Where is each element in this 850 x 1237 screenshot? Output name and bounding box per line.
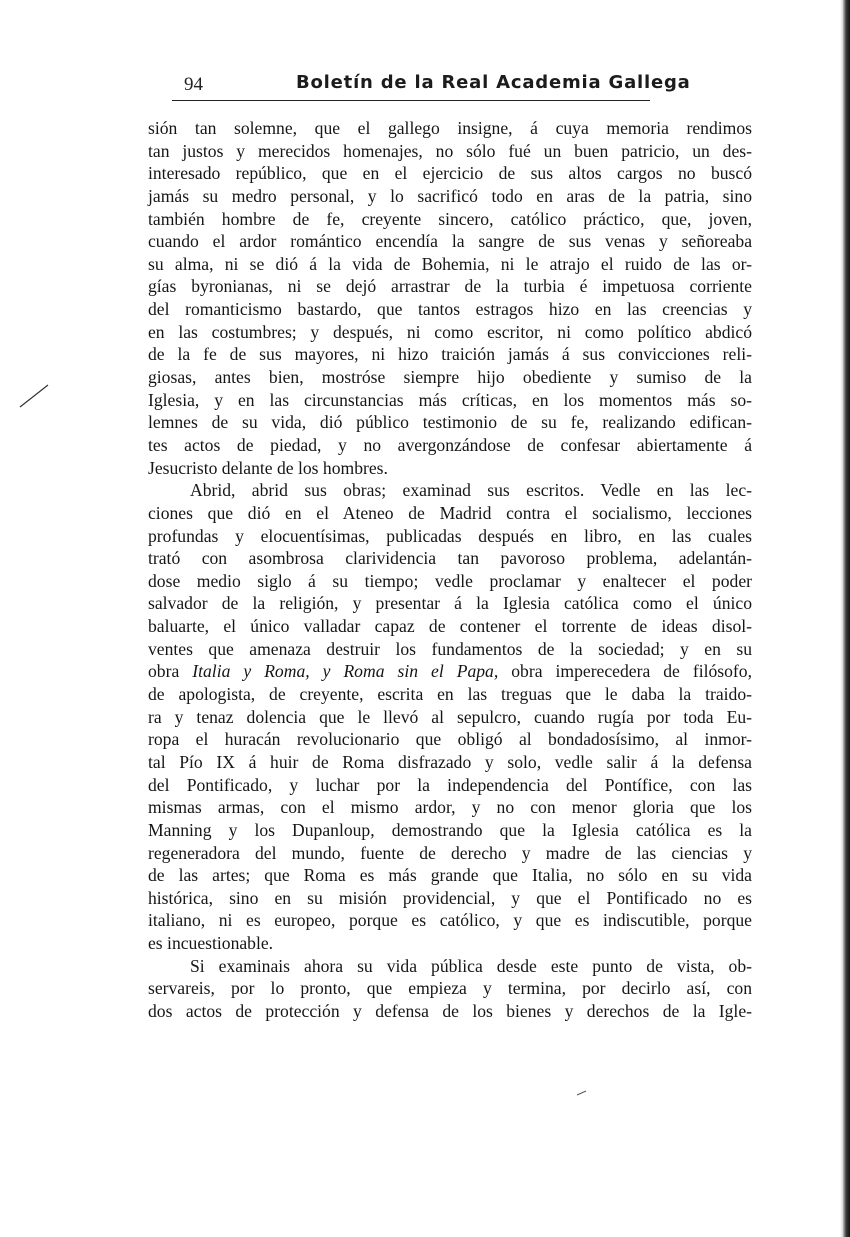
text-line: gías byronianas, ni se dejó arrastrar de la turbia é impetuosa corriente — [148, 276, 752, 297]
text-line: ciones que dió en el Ateneo de Madrid contra el socialismo, lecciones — [148, 502, 752, 523]
text-line: jamás su medro personal, y lo sacrificó todo en aras de la patria, sino — [148, 185, 752, 206]
text-line: del Pontificado, y luchar por la independencia del Pontífice, con las — [148, 774, 752, 795]
text-line: tal Pío IX á huir de Roma disfrazado y solo, vedle salir á la defensa — [148, 751, 752, 772]
running-title: Boletín de la Real Academia Gallega — [296, 72, 691, 93]
page-number: 94 — [184, 74, 203, 95]
text-line — [148, 660, 752, 683]
margin-pen-mark — [18, 383, 50, 409]
text-line: sión tan solemne, que el gallego insigne, á cuya memoria rendimos — [148, 118, 752, 138]
text-line: Manning y los Dupanloup, demostrando que la Iglesia católica es la — [148, 819, 752, 840]
text-line: cuando el ardor romántico encendía la sangre de sus venas y señoreaba — [148, 231, 752, 252]
text-line: ra y tenaz dolencia que le llevó al sepulcro, cuando rugía por toda Eu- — [148, 706, 752, 727]
italic-book-title: Italia y Roma, y Roma sin el Papa, — [192, 661, 499, 682]
text-line: profundas y elocuentísimas, publicadas después en libro, en las cuales — [148, 525, 752, 546]
text-line: dose medio siglo á su tiempo; vedle proclamar y enaltecer el poder — [148, 570, 752, 591]
text-segment: obra — [148, 661, 193, 682]
text-line: servareis, por lo pronto, que empieza y termina, por decirlo así, con — [148, 978, 752, 999]
text-line: giosas, antes bien, mostróse siempre hijo obediente y sumiso de la — [148, 367, 752, 388]
page-edge-highlight — [840, 0, 843, 1237]
text-line: ventes que amenaza destruir los fundamentos de la sociedad; y en su — [148, 638, 752, 659]
text-line: histórica, sino en su misión providencial, y que el Pontificado no es — [148, 887, 752, 908]
text-line: tan justos y merecidos homenajes, no sólo fué un buen patricio, un des- — [148, 140, 752, 161]
text-line: en las costumbres; y después, ni como escritor, ni como político abdicó — [148, 321, 752, 342]
text-line: Si examinais ahora su vida pública desde este punto de vista, ob- — [190, 955, 752, 976]
page-edge-shadow — [843, 0, 850, 1237]
text-segment: obra imperecedera de filósofo, — [498, 661, 752, 682]
text-line: lemnes de su vida, dió público testimonio de su fe, realizando edifican- — [148, 412, 752, 433]
text-line: también hombre de fe, creyente sincero, católico práctico, que, joven, — [148, 208, 752, 229]
text-line: trató con asombrosa clarividencia tan pavoroso problema, adelantán- — [148, 548, 752, 569]
text-line: Iglesia, y en las circunstancias más críticas, en los momentos más so- — [148, 389, 752, 410]
body-text — [148, 117, 752, 1023]
text-line: Abrid, abrid sus obras; examinad sus escritos. Vedle en las lec- — [190, 480, 752, 501]
text-line: italiano, ni es europeo, porque es católico, y que es indiscutible, porque — [148, 910, 752, 931]
text-line: Jesucristo delante de los hombres. — [148, 457, 388, 478]
ink-speck — [576, 1090, 588, 1096]
text-line: de apologista, de creyente, escrita en las treguas que le daba la traido- — [148, 684, 752, 705]
text-line: interesado repúblico, que en el ejercicio de sus altos cargos no buscó — [148, 163, 752, 184]
text-line: de las artes; que Roma es más grande que Italia, no sólo en su vida — [148, 865, 752, 886]
text-line: de la fe de sus mayores, ni hizo traición jamás á sus convicciones reli- — [148, 344, 752, 365]
text-line: del romanticismo bastardo, que tantos estragos hizo en las creencias y — [148, 299, 752, 320]
text-line: baluarte, el único valladar capaz de contener el torrente de ideas disol- — [148, 616, 752, 637]
text-line: su alma, ni se dió á la vida de Bohemia, ni le atrajo el ruido de las or- — [148, 253, 752, 274]
page-header — [172, 70, 691, 101]
text-line: tes actos de piedad, y no avergonzándose de confesar abiertamente á — [148, 434, 752, 455]
text-line: regeneradora del mundo, fuente de derecho y madre de las ciencias y — [148, 842, 752, 863]
text-line: salvador de la religión, y presentar á la Iglesia católica como el único — [148, 593, 752, 614]
text-line: mismas armas, con el mismo ardor, y no con menor gloria que los — [148, 797, 752, 818]
text-line: ropa el huracán revolucionario que obligó al bondadosísimo, al inmor- — [148, 729, 752, 750]
text-line: dos actos de protección y defensa de los bienes y derechos de la Igle- — [148, 1000, 752, 1021]
text-line: es incuestionable. — [148, 933, 274, 954]
